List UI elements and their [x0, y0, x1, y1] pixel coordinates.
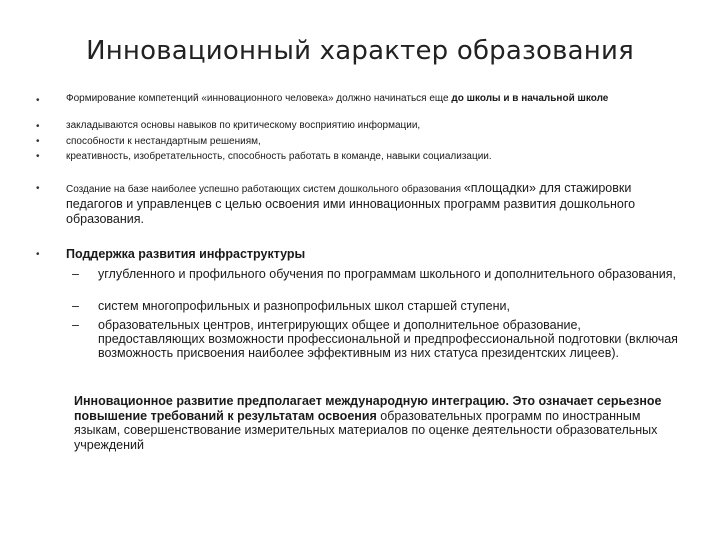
bullet-icon: •	[36, 249, 40, 260]
dash-icon: –	[72, 267, 79, 281]
block3-item: углубленного и профильного обучения по программам школьного и дополнительного образования,	[98, 267, 677, 281]
block2-text	[66, 181, 666, 227]
bullet-icon: •	[36, 121, 40, 132]
block2-rest: «площадки» для стажировки педагогов и управленцев с целью освоения ими инновационных программ развития дошкольного образования.	[66, 181, 636, 226]
block1-line1	[66, 93, 686, 105]
block1-line1-emphasis: до школы и в начальной школе	[451, 93, 609, 104]
dash-icon: –	[72, 299, 79, 313]
block2-lead: Создание на базе наиболее успешно работающих систем дошкольного образования	[66, 184, 464, 195]
block1-line3: способности к нестандартным решениям,	[66, 136, 261, 147]
block4-paragraph	[74, 394, 686, 452]
dash-icon: –	[72, 318, 79, 332]
block4-bold: Инновационное развитие предполагает международную интеграцию. Это означает серьезное повышение требований к результатам освоения	[74, 394, 662, 423]
bullet-icon: •	[36, 136, 40, 147]
block1-line2: закладываются основы навыков по критическому восприятию информации,	[66, 120, 421, 131]
block1-line1-text: Формирование компетенций «инновационного человека» должно начинаться еще	[66, 93, 452, 104]
block3-heading: Поддержка развития инфраструктуры	[66, 247, 306, 261]
block3-item: образовательных центров, интегрирующих общее и дополнительное образование, предоставляющих возможности профессиональной и предпрофессиональной подготовки (включая возможность присвоения наиболее эффективным из них статуса президентских лицеев).	[98, 318, 678, 360]
bullet-icon: •	[36, 95, 40, 106]
block4-normal: образовательных программ по иностранным языкам, совершенствование измерительных материалов по оценке деятельности образовательных учреждений	[74, 408, 658, 452]
slide-title: Инновационный характер образования	[86, 36, 634, 66]
bullet-icon: •	[36, 183, 40, 194]
block3-item: систем многопрофильных и разнопрофильных школ старшей ступени,	[98, 299, 510, 313]
block1-line4: креативность, изобретательность, способность работать в команде, навыки социализации.	[66, 151, 492, 162]
bullet-icon: •	[36, 151, 40, 162]
